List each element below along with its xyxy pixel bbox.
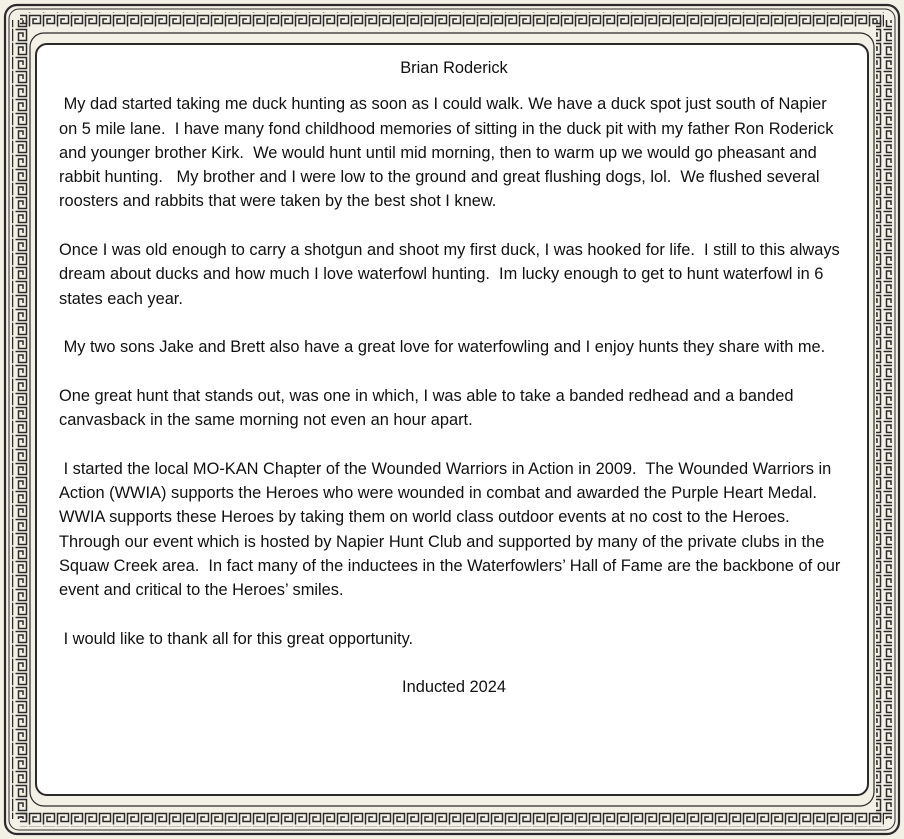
paragraph-3: My two sons Jake and Brett also have a great love for waterfowling and I enjoy hunts they share with me. — [59, 338, 826, 357]
paragraph-6: I would like to thank all for this great opportunity. — [59, 629, 414, 648]
induction-year: Inducted 2024 — [402, 678, 506, 697]
document-body — [59, 55, 849, 700]
document-title: Brian Roderick — [400, 59, 508, 77]
paragraph-4: One great hunt that stands out, was one in which, I was able to take a banded redhead and a banded canvasback in the same morning not even an hour apart. — [59, 386, 799, 430]
paragraph-5: I started the local MO-KAN Chapter of the Wounded Warriors in Action in 2009. The Wounded Warriors in Action (WWIA) supports the Heroes who were wounded in combat and awarded the Purple Heart Medal. WWIA supports these Heroes by taking them on world class outdoor events at no cost to the Heroes. Through our event which is hosted by Napier Hunt Club and supported by many of the private clubs in the Squaw Creek area. In fact many of the inductees in the Waterfowlers’ Hall of Fame are the backbone of our event and critical to the Heroes’ smiles. — [59, 459, 845, 600]
paragraph-2: Once I was old enough to carry a shotgun and shoot my first duck, I was hooked for life. I still to this always dream about ducks and how much I love waterfowl hunting. Im lucky enough to get to hunt waterfowl in 6 states each year. — [59, 241, 845, 308]
paragraph-1: My dad started taking me duck hunting as soon as I could walk. We have a duck spot just south of Napier on 5 mile lane. I have many fond childhood memories of sitting in the duck pit with my father Ron Roderick and younger brother Kirk. We would hunt until mid morning, then to warm up we would go pheasant and rabbit hunting. My brother and I were low to the ground and great flushing dogs, lol. We flushed several roosters and rabbits that were taken by the best shot I knew. — [59, 95, 838, 211]
